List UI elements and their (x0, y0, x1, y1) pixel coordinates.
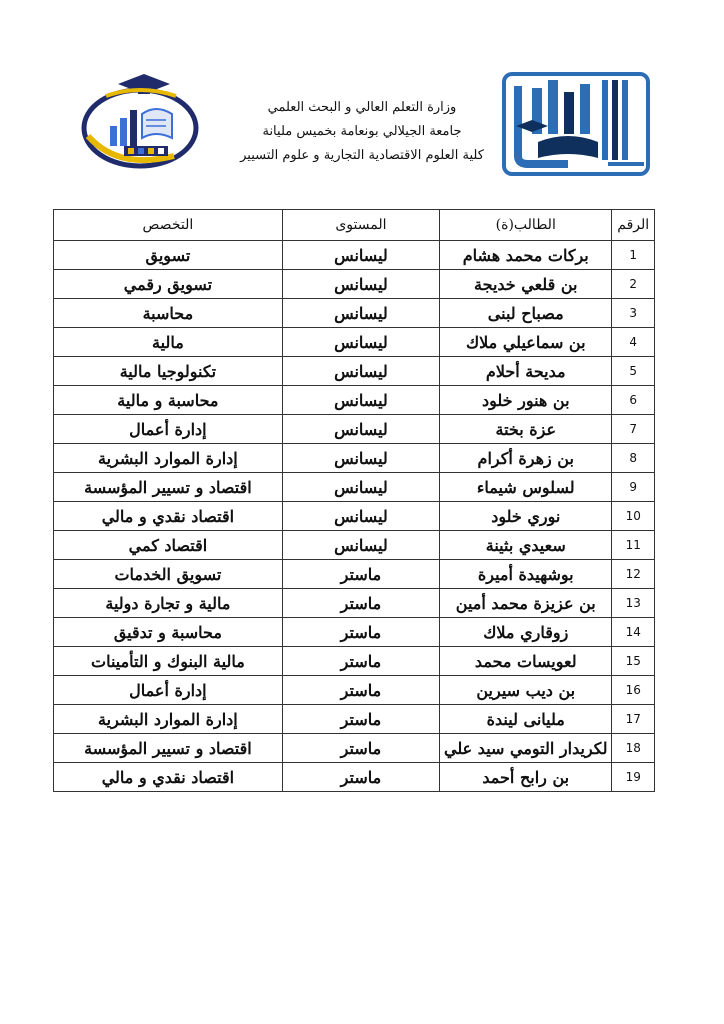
student-name: بن هنور خلود (440, 386, 612, 415)
student-specialty: مالية البنوك و التأمينات (54, 647, 283, 676)
student-name: بن سماعيلي ملاك (440, 328, 612, 357)
ministry-line: وزارة التعلم العالي و البحث العلمي (267, 100, 457, 115)
table-row (54, 473, 655, 502)
student-level: ماستر (282, 763, 439, 792)
row-number: 9 (612, 473, 655, 502)
student-level: ماستر (282, 618, 439, 647)
student-level: ليسانس (282, 299, 439, 328)
row-number: 10 (612, 502, 655, 531)
row-number: 3 (612, 299, 655, 328)
university-logo (498, 66, 654, 178)
student-specialty: إدارة الموارد البشرية (54, 444, 283, 473)
row-number: 18 (612, 734, 655, 763)
table-row (54, 502, 655, 531)
student-level: ليسانس (282, 357, 439, 386)
student-specialty: تكنولوجيا مالية (54, 357, 283, 386)
student-specialty: تسويق رقمي (54, 270, 283, 299)
row-number: 16 (612, 676, 655, 705)
table-row (54, 560, 655, 589)
table-header-row (54, 210, 655, 241)
student-name: لكريدار التومي سيد علي (440, 734, 612, 763)
header-level: المستوى (282, 210, 439, 241)
student-level: ليسانس (282, 444, 439, 473)
student-name: لعويسات محمد (440, 647, 612, 676)
student-specialty: مالية (54, 328, 283, 357)
student-name: بوشهيدة أميرة (440, 560, 612, 589)
student-specialty: محاسبة و تدقيق (54, 618, 283, 647)
student-specialty: تسويق الخدمات (54, 560, 283, 589)
table-row (54, 647, 655, 676)
table-row (54, 444, 655, 473)
student-name: مليانى ليندة (440, 705, 612, 734)
student-specialty: اقتصاد نقدي و مالي (54, 763, 283, 792)
student-level: ليسانس (282, 473, 439, 502)
student-name: بن زهرة أكرام (440, 444, 612, 473)
student-name: سعيدي بثينة (440, 531, 612, 560)
student-level: ليسانس (282, 328, 439, 357)
page-header (0, 0, 724, 200)
student-specialty: إدارة أعمال (54, 676, 283, 705)
student-level: ليسانس (282, 502, 439, 531)
student-name: زوقاري ملاك (440, 618, 612, 647)
table-row (54, 270, 655, 299)
student-specialty: إدارة أعمال (54, 415, 283, 444)
student-level: ماستر (282, 560, 439, 589)
student-specialty: إدارة الموارد البشرية (54, 705, 283, 734)
row-number: 13 (612, 589, 655, 618)
student-name: بن رابح أحمد (440, 763, 612, 792)
faculty-logo (78, 74, 206, 174)
row-number: 4 (612, 328, 655, 357)
row-number: 5 (612, 357, 655, 386)
student-level: ماستر (282, 705, 439, 734)
student-specialty: محاسبة و مالية (54, 386, 283, 415)
student-name: مصباح لبنى (440, 299, 612, 328)
student-specialty: اقتصاد و تسيير المؤسسة (54, 473, 283, 502)
table-row (54, 531, 655, 560)
student-name: بركات محمد هشام (440, 241, 612, 270)
student-specialty: اقتصاد نقدي و مالي (54, 502, 283, 531)
table-row (54, 299, 655, 328)
student-specialty: اقتصاد و تسيير المؤسسة (54, 734, 283, 763)
row-number: 11 (612, 531, 655, 560)
student-specialty: تسويق (54, 241, 283, 270)
table-row (54, 386, 655, 415)
university-line: جامعة الجيلالي بونعامة بخميس مليانة (262, 124, 462, 139)
student-specialty: محاسبة (54, 299, 283, 328)
row-number: 12 (612, 560, 655, 589)
institution-heading (230, 96, 494, 168)
row-number: 7 (612, 415, 655, 444)
header-specialty: التخصص (54, 210, 283, 241)
header-student: الطالب(ة) (440, 210, 612, 241)
student-level: ليسانس (282, 415, 439, 444)
student-name: بن قلعي خديجة (440, 270, 612, 299)
student-specialty: اقتصاد كمي (54, 531, 283, 560)
table-row (54, 705, 655, 734)
student-level: ماستر (282, 589, 439, 618)
student-specialty: مالية و تجارة دولية (54, 589, 283, 618)
row-number: 15 (612, 647, 655, 676)
row-number: 8 (612, 444, 655, 473)
students-table (53, 209, 655, 792)
table-row (54, 763, 655, 792)
row-number: 2 (612, 270, 655, 299)
table-row (54, 241, 655, 270)
header-number: الرقم (612, 210, 655, 241)
table-row (54, 676, 655, 705)
student-name: بن ديب سيرين (440, 676, 612, 705)
student-name: عزة بختة (440, 415, 612, 444)
row-number: 14 (612, 618, 655, 647)
table-row (54, 415, 655, 444)
student-name: لسلوس شيماء (440, 473, 612, 502)
faculty-line: كلية العلوم الاقتصادية التجارية و علوم التسيير (240, 148, 484, 163)
student-name: بن عزيزة محمد أمين (440, 589, 612, 618)
table-row (54, 589, 655, 618)
student-name: نوري خلود (440, 502, 612, 531)
student-name: مديحة أحلام (440, 357, 612, 386)
student-level: ماستر (282, 676, 439, 705)
student-level: ماستر (282, 647, 439, 676)
row-number: 19 (612, 763, 655, 792)
table-row (54, 328, 655, 357)
row-number: 17 (612, 705, 655, 734)
student-level: ليسانس (282, 386, 439, 415)
row-number: 1 (612, 241, 655, 270)
student-level: ليسانس (282, 270, 439, 299)
table-row (54, 734, 655, 763)
table-row (54, 357, 655, 386)
student-level: ليسانس (282, 531, 439, 560)
student-level: ليسانس (282, 241, 439, 270)
student-level: ماستر (282, 734, 439, 763)
table-row (54, 618, 655, 647)
row-number: 6 (612, 386, 655, 415)
